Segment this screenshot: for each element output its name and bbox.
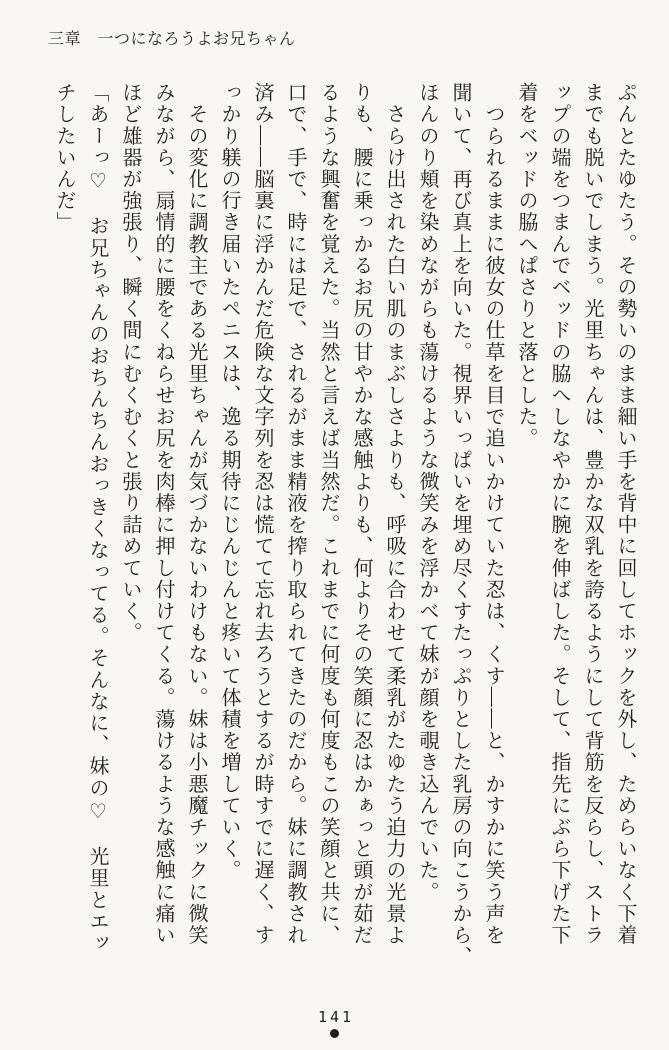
text-column: 口で、手で、時には足で、されるがまま精液を搾り取られてきたのだから。妹に調教され: [284, 82, 306, 946]
text-column: 済み——脳裏に浮かんだ危険な文字列を忍は慌てて忘れ去ろうとするが時すでに遅く、す: [251, 82, 273, 946]
text-column: 「あーっ♡ お兄ちゃんのおちんちんおっきくなってる。そんなに、妹の♡ 光里とエッ: [86, 82, 108, 954]
text-column: ほど雄器が強張り、瞬く間にむくむくと張り詰めていく。: [119, 82, 141, 644]
text-column: その変化に調教主である光里ちゃんが気づかないわけもない。妹は小悪魔チックに微笑: [185, 82, 207, 946]
text-column: さらけ出された白い肌のまぶしさよりも、呼吸に合わせて柔乳がたゆたう迫力の光景よ: [383, 82, 405, 946]
text-column: チしたいんだ」: [53, 82, 75, 234]
text-column: るような興奮を覚えた。当然と言えば当然だ。これまでに何度も何度もこの笑顔と共に、: [317, 82, 339, 946]
page-number: 141: [317, 1008, 355, 1026]
footer-dot-icon: [330, 1029, 339, 1038]
text-column: ほんのり頬を染めながらも蕩けるような微笑みを浮かべて妹が顔を覗き込んでいた。: [416, 82, 438, 903]
text-column: つられるままに彼女の仕草を目で追いかけていた忍は、くす——と、かすかに笑う声を: [482, 82, 504, 946]
text-column: みながら、扇情的に腰をくねらせお尻を肉棒に押し付けてくる。蕩けるような感触に痛い: [152, 82, 174, 946]
body-text: [47, 82, 641, 968]
text-column: っかり躾の行き届いたペニスは、逸る期待にじんじんと疼いて体積を増していく。: [218, 82, 240, 882]
chapter-header: 三章 一つになろうよお兄ちゃん: [48, 31, 296, 48]
text-column: 聞いて、再び真上を向いた。視界いっぱいを埋め尽くすたっぷりとした乳房の向こうから、: [449, 82, 471, 968]
text-column: ップの端をつまんでベッドの脇へしなやかに腕を伸ばした。そして、指先にぶら下げた下: [548, 82, 570, 946]
text-column: 着をベッドの脇へぱさりと落とした。: [515, 82, 537, 450]
text-column: ぷんとたゆたう。その勢いのまま細い手を背中に回してホックを外し、ためらいなく下着: [614, 82, 636, 946]
text-column: りも、腰に乗っかるお尻の甘やかな感触よりも、何よりその笑顔に忍はかぁっと頭が茹だ: [350, 82, 372, 946]
text-column: までも脱いでしまう。光里ちゃんは、豊かな双乳を誇るようにして背筋を反らし、ストラ: [581, 82, 603, 946]
page-footer: [0, 1008, 669, 1038]
